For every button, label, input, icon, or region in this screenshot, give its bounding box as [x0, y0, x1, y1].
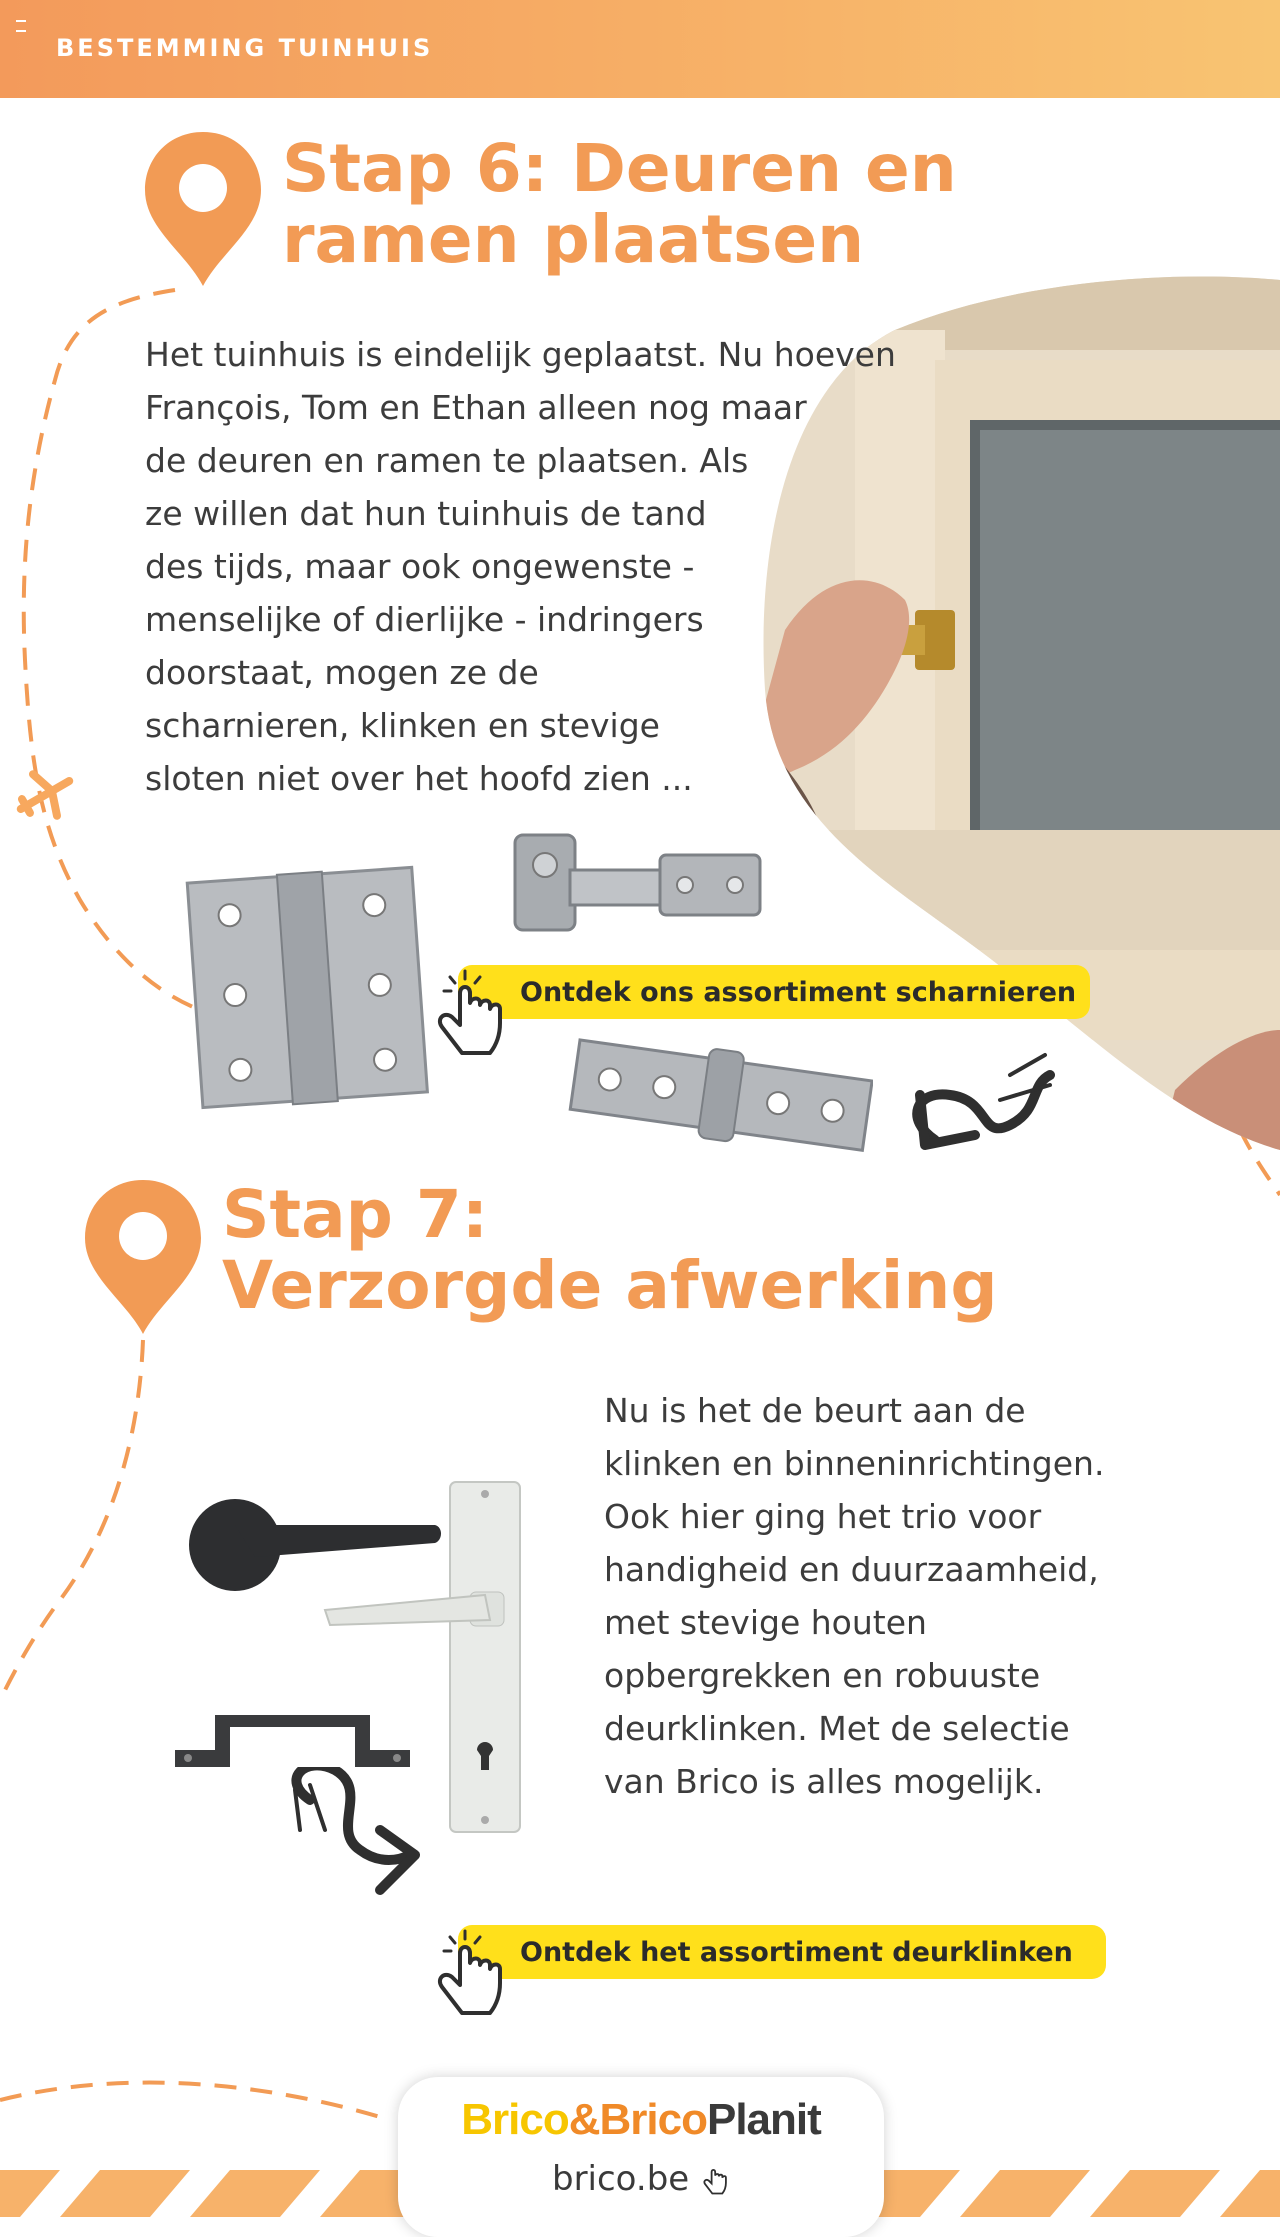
white-door-handle-plate-image [320, 1480, 550, 1835]
black-pull-handle-image [170, 1705, 415, 1775]
butt-hinge-image [185, 865, 430, 1115]
step7-body-line: klinken en binneninrichtingen. [604, 1444, 1105, 1483]
location-pin-icon [145, 132, 261, 286]
pointer-hand-icon[interactable] [432, 965, 507, 1060]
brand-footer-card[interactable] [398, 2077, 884, 2237]
step6-title-line: ramen plaatsen [282, 200, 865, 278]
cta-hinges-button[interactable]: Ontdek ons assortiment scharnieren [458, 965, 1090, 1019]
brand-logo [398, 2095, 884, 2145]
section-label: BESTEMMING TUINHUIS [56, 34, 434, 62]
step6-body-line: des tijds, maar ook ongewenste - [145, 547, 695, 586]
airplane-icon [9, 760, 81, 830]
step6-title [282, 130, 982, 278]
step7-body-line: Ook hier ging het trio voor [604, 1497, 1042, 1536]
step7-body-line: Nu is het de beurt aan de [604, 1391, 1026, 1430]
step6-body-line: sloten niet over het hoofd zien ... [145, 759, 693, 798]
step6-body [145, 328, 1005, 805]
cta-door-handles-button[interactable]: Ontdek het assortiment deurklinken [458, 1925, 1106, 1979]
brand-logo-brico: Brico [461, 2095, 569, 2144]
step6-body-line: Het tuinhuis is eindelijk geplaatst. Nu hoeven [145, 335, 896, 374]
step6-title-line: Stap 6: Deuren en [282, 130, 957, 207]
step7-body-line: opbergrekken en robuuste [604, 1656, 1041, 1695]
site-link[interactable] [398, 2159, 884, 2199]
step7-title-line: Stap 7: [222, 1176, 489, 1253]
step6-body-line: menselijke of dierlijke - indringers [145, 600, 704, 639]
step7-body-line: handigheid en duurzaamheid, [604, 1550, 1099, 1589]
step7-body [604, 1384, 1244, 1808]
step6-body-line: ze willen dat hun tuinhuis de tand [145, 494, 707, 533]
step6-body-line: François, Tom en Ethan alleen nog maar [145, 388, 807, 427]
step7-body-line: met stevige houten [604, 1603, 927, 1642]
step7-title [222, 1176, 1022, 1324]
cabinet-hinge-image [510, 825, 765, 940]
step6-body-line: scharnieren, klinken en stevige [145, 706, 660, 745]
brand-logo-brico-orange: Brico [599, 2095, 707, 2144]
step7-body-line: van Brico is alles mogelijk. [604, 1762, 1044, 1801]
step7-title-line: Verzorgde afwerking [222, 1246, 998, 1324]
step7-body-line: deurklinken. Met de selectie [604, 1709, 1070, 1748]
strap-hinge-image [568, 1025, 873, 1175]
location-pin-icon [85, 1180, 201, 1334]
pointer-hand-icon[interactable] [432, 1925, 507, 2020]
step6-body-line: de deuren en ramen te plaatsen. Als [145, 441, 749, 480]
site-link-label: brico.be [551, 2159, 690, 2199]
brand-logo-ampersand: & [568, 2095, 600, 2144]
step6-body-line: doorstaat, mogen ze de [145, 653, 539, 692]
brand-logo-planit: Planit [706, 2095, 821, 2144]
pointer-hand-icon [700, 2162, 730, 2196]
